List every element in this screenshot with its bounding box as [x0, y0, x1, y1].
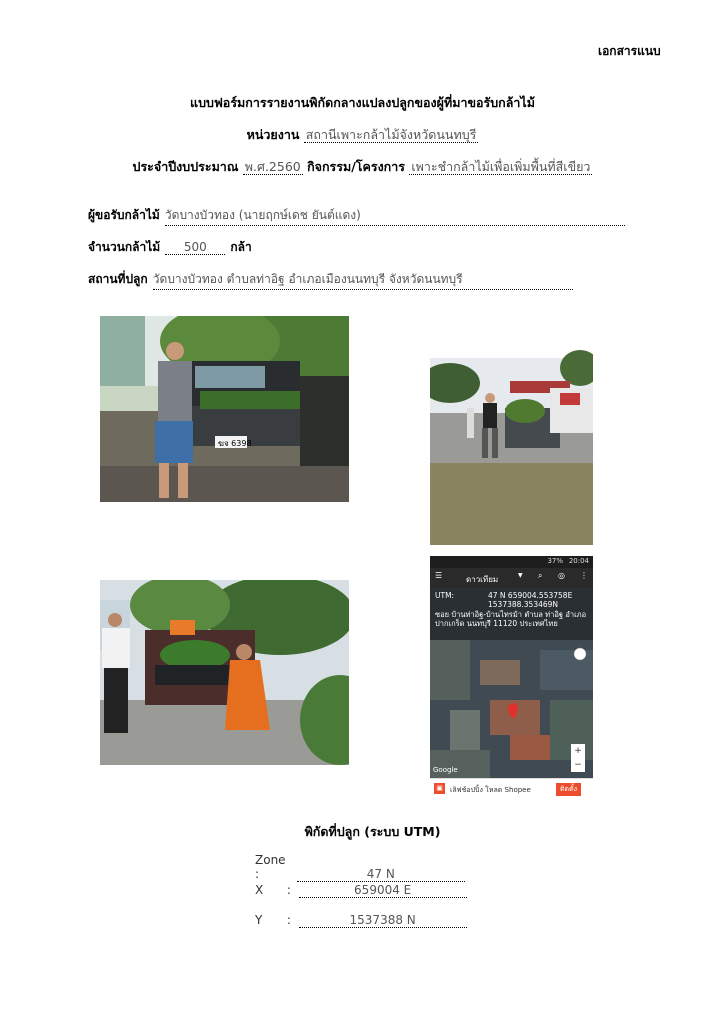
shopee-icon: ▣	[434, 783, 445, 794]
zone-value: 47 N	[297, 867, 465, 882]
quantity-line	[88, 236, 252, 257]
photo-pickup-truck	[100, 316, 349, 502]
x-label: X	[255, 883, 264, 897]
unit-label: หน่วยงาน	[246, 127, 300, 142]
activity-label: กิจกรรม/โครงการ	[307, 159, 405, 174]
menu-icon[interactable]: ☰	[435, 571, 443, 580]
status-battery: 37%	[547, 557, 563, 565]
y-value: 1537388 N	[299, 913, 467, 928]
map-screenshot	[430, 556, 593, 799]
search-icon[interactable]: ⌕	[538, 571, 543, 580]
utm-section-title: พิกัดที่ปลูก (ระบบ UTM)	[304, 824, 441, 839]
quantity-label: จำนวนกล้าไม้	[88, 240, 161, 254]
zoom-controls	[571, 744, 585, 772]
x-line	[255, 883, 467, 898]
location-icon[interactable]: ◎	[558, 571, 565, 580]
recipient-name-label: ผู้ขอรับกล้าไม้	[88, 208, 160, 222]
utm-line-1: 47 N 659004.553758E	[488, 591, 573, 600]
recipient-name-value: วัดบางบัวทอง (นายฤกษ์เดช ยันต์แดง)	[165, 206, 625, 226]
ad-install-button[interactable]: ติดตั้ง	[556, 783, 581, 796]
x-value: 659004 E	[299, 883, 467, 898]
site-label: สถานที่ปลูก	[88, 272, 148, 286]
map-toolbar	[430, 568, 593, 588]
photo-monk-truck	[100, 580, 349, 765]
chevron-down-icon[interactable]: ▼	[518, 572, 523, 579]
budget-label: ประจำปีงบประมาณ	[132, 159, 239, 174]
quantity-unit: กล้า	[230, 240, 252, 254]
zone-line	[255, 853, 465, 882]
utm-line-2: 1537388.353469N	[488, 600, 559, 609]
zoom-out-button[interactable]: −	[574, 760, 582, 770]
ad-text: เลิฟช้อปปิ้ง โหลด Shopee	[450, 786, 531, 794]
activity-value: เพาะชำกล้าไม้เพื่อเพิ่มพื้นที่สีเขียว	[411, 159, 591, 174]
utm-label: UTM:	[435, 591, 455, 600]
budget-line	[0, 157, 725, 177]
phone-status-bar	[430, 556, 593, 568]
address-text: ซอย บ้านท่าอิฐ-บ้านไทรม้า ตำบล ท่าอิฐ อำเภอ ปากเกร็ด นนทบุรี 11120 ประเทศไทย	[435, 610, 587, 628]
status-time: 20:04	[568, 557, 589, 565]
ad-banner[interactable]	[430, 778, 593, 799]
license-plate: ฆจ 6398	[218, 439, 252, 448]
y-separator: :	[286, 913, 291, 927]
satellite-map[interactable]	[430, 640, 593, 778]
photo-loading-seedlings	[430, 303, 593, 545]
zoom-in-button[interactable]: +	[574, 746, 582, 756]
quantity-value: 500	[165, 240, 225, 255]
unit-value: สถานีเพาะกล้าไม้จังหวัดนนทบุรี	[305, 127, 477, 142]
y-label: Y	[255, 913, 263, 927]
more-icon[interactable]: ⋮	[580, 571, 588, 580]
google-logo: Google	[433, 766, 458, 774]
coordinate-panel	[430, 588, 593, 640]
site-value: วัดบางบัวทอง ตำบลท่าอิฐ อำเภอเมืองนนทบุรี จังหวัดนนทบุรี	[153, 270, 573, 290]
zone-label: Zone :	[255, 853, 286, 881]
budget-value: พ.ศ.2560	[244, 159, 301, 174]
form-title: แบบฟอร์มการรายงานพิกัดกลางแปลงปลูกของผู้ที่มาขอรับกล้าไม้	[190, 95, 535, 110]
x-separator: :	[286, 883, 291, 897]
unit-line	[0, 125, 725, 145]
layer-title[interactable]: ดาวเทียม	[466, 575, 499, 584]
recipient-name-line	[88, 204, 625, 226]
attachment-label: เอกสารแนบ	[598, 44, 661, 58]
site-line	[88, 268, 573, 290]
y-line	[255, 913, 467, 928]
